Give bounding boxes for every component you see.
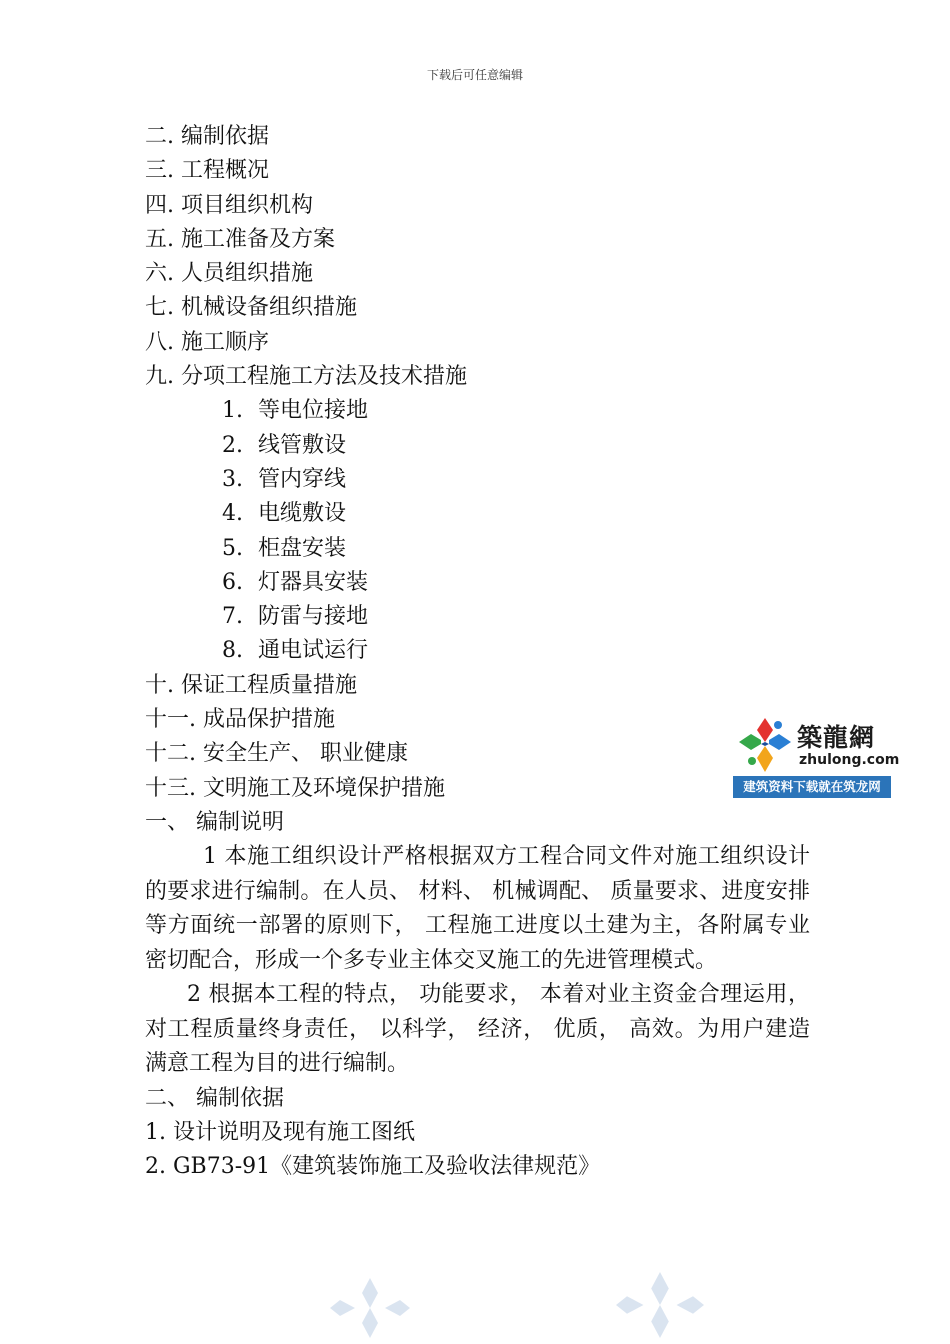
logo-top bbox=[733, 716, 900, 774]
paragraph: 1 本施工组织设计严格根据双方工程合同文件对施工组织设计的要求进行编制。在人员、 材料、 机械调配、 质量要求、进度安排等方面统一部署的原则下， 工程施工进度以土建为主，各附属专业密切配合，形成一个多专业主体交叉施工的先进管理模式。 bbox=[145, 844, 810, 973]
page-header: 下载后可任意编辑 bbox=[426, 68, 523, 82]
toc-sub-item bbox=[145, 566, 467, 600]
toc-sub-number: 1. bbox=[222, 398, 243, 424]
toc-sub-text: 灯器具安装 bbox=[258, 569, 369, 595]
watermark-snowflake-icon bbox=[330, 1278, 410, 1338]
toc-item: 二. 编制依据 bbox=[145, 124, 269, 149]
toc-sub-number: 7. bbox=[222, 604, 243, 630]
logo-name-cn: 築龍網 bbox=[797, 723, 876, 752]
toc-item: 六. 人员组织措施 bbox=[145, 261, 313, 287]
toc-item: 十三. 文明施工及环境保护措施 bbox=[145, 775, 445, 801]
toc-item: 四. 项目组织机构 bbox=[145, 192, 313, 218]
logo-domain: zhulong.com bbox=[799, 752, 900, 768]
toc-item: 十一. 成品保护措施 bbox=[145, 707, 335, 733]
zhulong-logo bbox=[733, 716, 900, 798]
toc-sub-text: 等电位接地 bbox=[258, 398, 369, 424]
toc-sub-text: 线管敷设 bbox=[258, 432, 347, 458]
snowflake-logo-icon bbox=[735, 716, 795, 774]
basis-item: 2. GB73-91《建筑装饰施工及验收法律规范》 bbox=[145, 1154, 601, 1180]
toc-sub-item bbox=[145, 634, 467, 668]
logo-slogan: 建筑资料下载就在筑龙网 bbox=[733, 776, 891, 798]
toc-sub-text: 管内穿线 bbox=[258, 466, 347, 492]
document-body bbox=[145, 806, 810, 1185]
section-heading: 二、 编制依据 bbox=[145, 1085, 284, 1111]
toc-sub-text: 柜盘安装 bbox=[258, 535, 347, 561]
basis-item: 1. 设计说明及现有施工图纸 bbox=[145, 1120, 415, 1146]
toc-sub-text: 防雷与接地 bbox=[258, 604, 369, 630]
toc-item: 十二. 安全生产、 职业健康 bbox=[145, 741, 408, 767]
toc-sub-number: 8. bbox=[222, 638, 243, 664]
toc-item: 九. 分项工程施工方法及技术措施 bbox=[145, 364, 467, 390]
toc-sub-number: 2. bbox=[222, 432, 243, 458]
toc-sub-text: 通电试运行 bbox=[258, 638, 369, 664]
toc-item: 五. 施工准备及方案 bbox=[145, 226, 335, 252]
toc-sub-number: 6. bbox=[222, 569, 243, 595]
section-heading: 一、 编制说明 bbox=[145, 810, 284, 835]
toc-sub-item bbox=[145, 463, 467, 497]
toc-sub-number: 3. bbox=[222, 466, 243, 492]
toc-sub-item bbox=[145, 532, 467, 566]
toc-item: 七. 机械设备组织措施 bbox=[145, 295, 357, 321]
toc-sub-item bbox=[145, 600, 467, 634]
toc-item: 八. 施工顺序 bbox=[145, 329, 269, 355]
toc-sub-item bbox=[145, 429, 467, 463]
toc-sub-number: 5. bbox=[222, 535, 243, 561]
watermark-snowflake-icon bbox=[615, 1272, 705, 1338]
paragraph: 2 根据本工程的特点， 功能要求， 本着对业主资金合理运用，对工程质量终身责任， 以科学， 经济， 优质， 高效。为用户建造满意工程为目的进行编制。 bbox=[145, 982, 810, 1077]
toc-sub-number: 4. bbox=[222, 501, 243, 527]
toc-sub-item bbox=[145, 497, 467, 531]
table-of-contents bbox=[145, 120, 467, 806]
toc-sub-item bbox=[145, 394, 467, 428]
toc-item: 十. 保证工程质量措施 bbox=[145, 672, 357, 698]
toc-item: 三. 工程概况 bbox=[145, 158, 269, 184]
toc-sub-text: 电缆敷设 bbox=[258, 501, 347, 527]
